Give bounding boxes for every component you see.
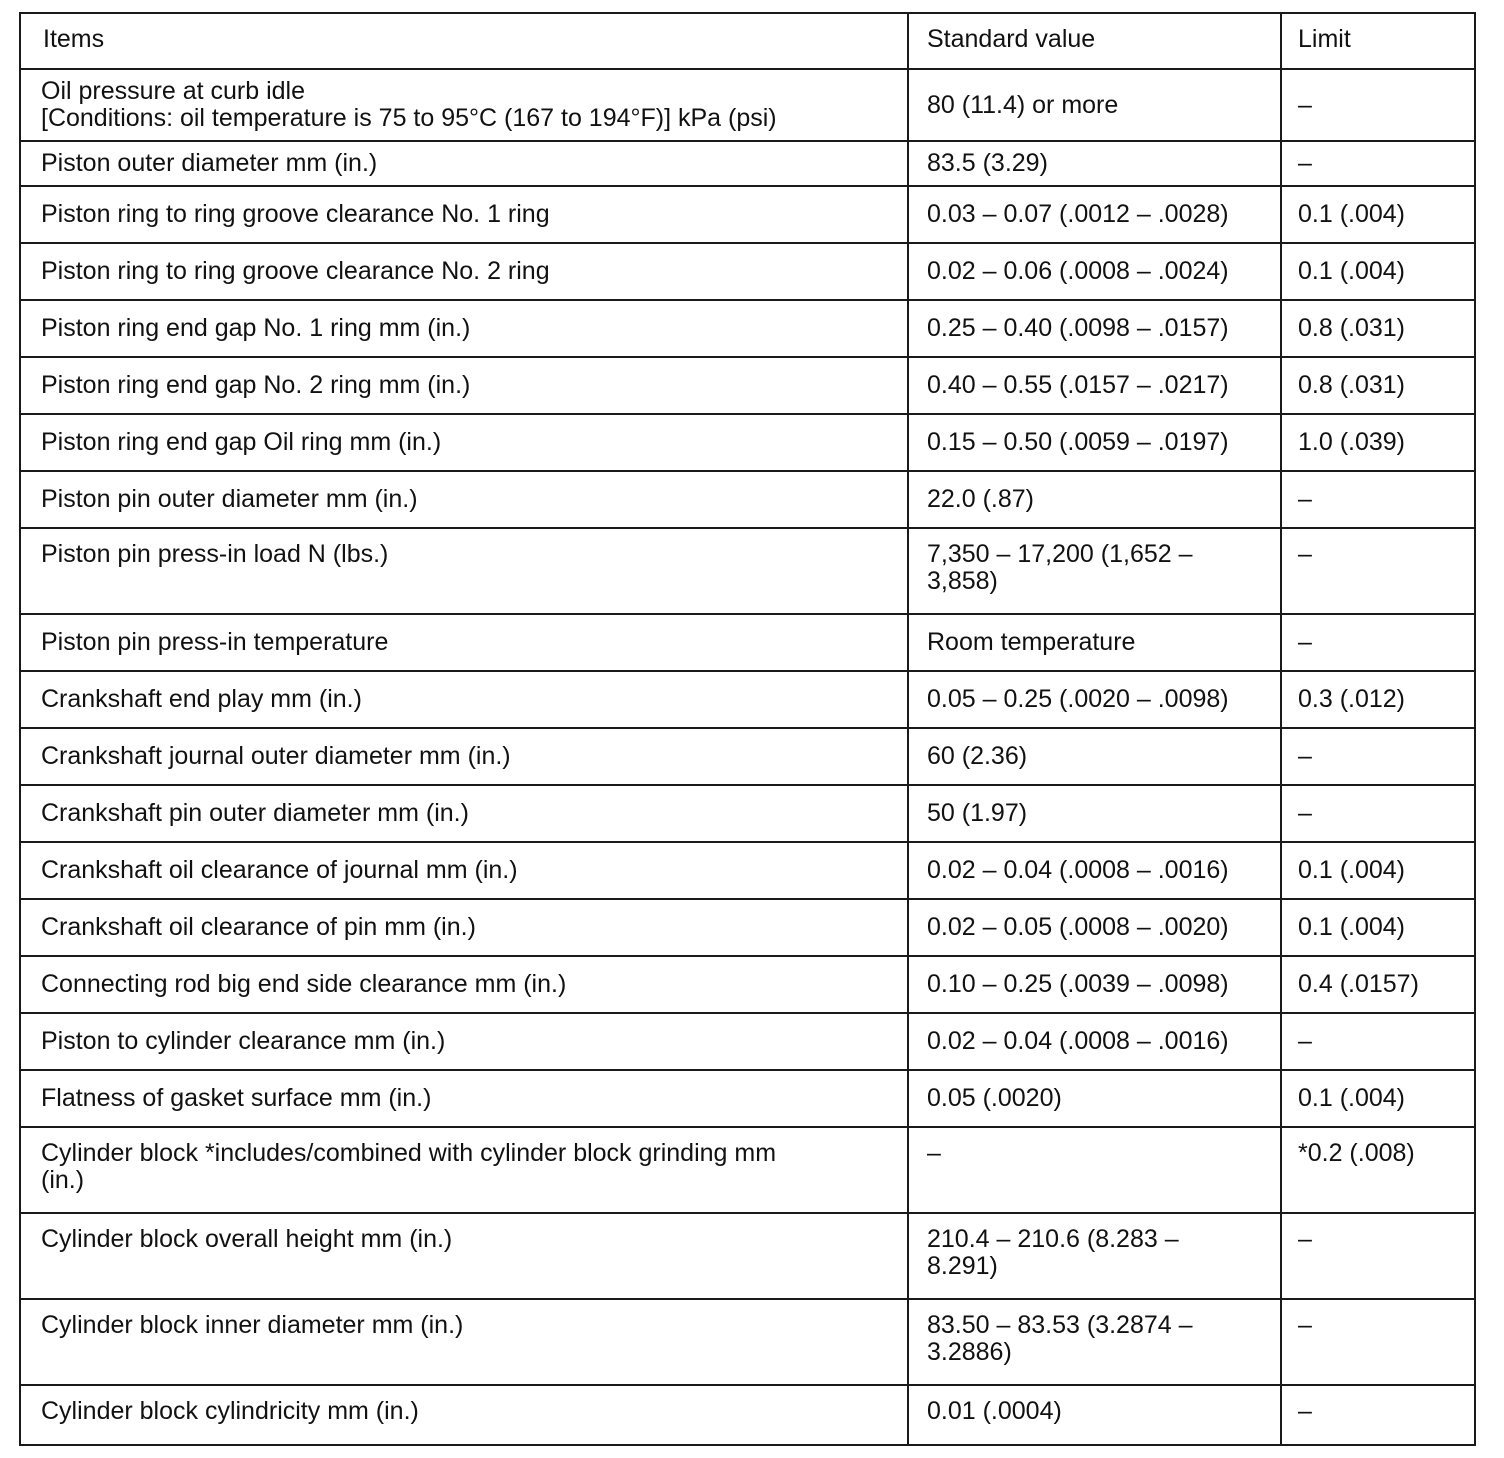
limit-cell: 0.8 (.031): [1281, 357, 1475, 414]
item-cell: Piston ring end gap Oil ring mm (in.): [20, 414, 908, 471]
limit-cell: –: [1281, 528, 1475, 614]
standard-value-text: 83.50 – 83.53 (3.2874 –: [927, 1311, 1193, 1339]
standard-value-cell: 0.05 (.0020): [908, 1070, 1281, 1127]
item-cell: Crankshaft journal outer diameter mm (in.): [20, 728, 908, 785]
standard-value-text-continued: 3.2886): [927, 1338, 1012, 1366]
limit-cell: 0.1 (.004): [1281, 842, 1475, 899]
item-cell: Piston pin outer diameter mm (in.): [20, 471, 908, 528]
table-row: [20, 671, 1475, 728]
limit-cell: –: [1281, 471, 1475, 528]
table-row: [20, 357, 1475, 414]
limit-cell: 0.1 (.004): [1281, 899, 1475, 956]
item-cell: Cylinder block overall height mm (in.): [20, 1213, 908, 1299]
table-row: [20, 728, 1475, 785]
item-cell: Flatness of gasket surface mm (in.): [20, 1070, 908, 1127]
header-standard-value: Standard value: [908, 13, 1281, 69]
limit-cell: 0.4 (.0157): [1281, 956, 1475, 1013]
item-cell: Piston outer diameter mm (in.): [20, 141, 908, 186]
table-row: [20, 414, 1475, 471]
item-cell: Piston pin press-in temperature: [20, 614, 908, 671]
limit-cell: –: [1281, 614, 1475, 671]
standard-value-cell: 0.02 – 0.04 (.0008 – .0016): [908, 1013, 1281, 1070]
table-row: [20, 1013, 1475, 1070]
limit-cell: –: [1281, 141, 1475, 186]
item-text: Cylinder block *includes/combined with cylinder block grinding mm: [41, 1139, 777, 1167]
standard-value-cell: 0.03 – 0.07 (.0012 – .0028): [908, 186, 1281, 243]
limit-cell: –: [1281, 1013, 1475, 1070]
limit-cell: *0.2 (.008): [1281, 1127, 1475, 1213]
limit-cell: 0.1 (.004): [1281, 1070, 1475, 1127]
standard-value-text-continued: 8.291): [927, 1252, 998, 1280]
specifications-table: [19, 12, 1476, 1446]
standard-value-cell: 0.02 – 0.06 (.0008 – .0024): [908, 243, 1281, 300]
standard-value-text: 7,350 – 17,200 (1,652 –: [927, 540, 1193, 568]
standard-value-cell: 22.0 (.87): [908, 471, 1281, 528]
standard-value-cell: [908, 528, 1281, 614]
table-row: [20, 1070, 1475, 1127]
standard-value-cell: 0.40 – 0.55 (.0157 – .0217): [908, 357, 1281, 414]
item-cell: Piston ring to ring groove clearance No. 2 ring: [20, 243, 908, 300]
item-cell: Crankshaft oil clearance of journal mm (in.): [20, 842, 908, 899]
standard-value-cell: 0.15 – 0.50 (.0059 – .0197): [908, 414, 1281, 471]
limit-cell: –: [1281, 69, 1475, 141]
standard-value-cell: –: [908, 1127, 1281, 1213]
table-row: [20, 243, 1475, 300]
table-row: [20, 1127, 1475, 1213]
standard-value-cell: 0.10 – 0.25 (.0039 – .0098): [908, 956, 1281, 1013]
table-row: [20, 1385, 1475, 1445]
limit-cell: 0.3 (.012): [1281, 671, 1475, 728]
standard-value-text-continued: 3,858): [927, 567, 998, 595]
standard-value-cell: 60 (2.36): [908, 728, 1281, 785]
header-limit: Limit: [1281, 13, 1475, 69]
standard-value-cell: 80 (11.4) or more: [908, 69, 1281, 141]
limit-cell: 1.0 (.039): [1281, 414, 1475, 471]
item-cell: Connecting rod big end side clearance mm (in.): [20, 956, 908, 1013]
standard-value-cell: 0.25 – 0.40 (.0098 – .0157): [908, 300, 1281, 357]
item-cell: Crankshaft oil clearance of pin mm (in.): [20, 899, 908, 956]
table-row: [20, 614, 1475, 671]
table-row: [20, 785, 1475, 842]
item-cell: [20, 1127, 908, 1213]
item-text: Oil pressure at curb idle: [41, 77, 306, 105]
item-text-continued: [Conditions: oil temperature is 75 to 95°C (167 to 194°F)] kPa (psi): [41, 104, 777, 132]
standard-value-text: 210.4 – 210.6 (8.283 –: [927, 1225, 1179, 1253]
table-row: [20, 842, 1475, 899]
standard-value-cell: 0.02 – 0.04 (.0008 – .0016): [908, 842, 1281, 899]
limit-cell: –: [1281, 1385, 1475, 1445]
item-cell: Piston pin press-in load N (lbs.): [20, 528, 908, 614]
standard-value-cell: 0.01 (.0004): [908, 1385, 1281, 1445]
limit-cell: –: [1281, 728, 1475, 785]
limit-cell: –: [1281, 1213, 1475, 1299]
item-cell: Crankshaft pin outer diameter mm (in.): [20, 785, 908, 842]
limit-cell: –: [1281, 1299, 1475, 1385]
item-cell: Crankshaft end play mm (in.): [20, 671, 908, 728]
header-row: [20, 13, 1475, 69]
limit-cell: 0.8 (.031): [1281, 300, 1475, 357]
limit-cell: 0.1 (.004): [1281, 186, 1475, 243]
table-row: [20, 1299, 1475, 1385]
standard-value-cell: 50 (1.97): [908, 785, 1281, 842]
standard-value-cell: [908, 1299, 1281, 1385]
item-cell: [20, 69, 908, 141]
item-cell: Cylinder block inner diameter mm (in.): [20, 1299, 908, 1385]
header-items: Items: [20, 13, 908, 69]
table-row: [20, 471, 1475, 528]
standard-value-cell: Room temperature: [908, 614, 1281, 671]
table-row: [20, 186, 1475, 243]
standard-value-cell: [908, 1213, 1281, 1299]
table-row: [20, 899, 1475, 956]
item-text-continued: (in.): [41, 1166, 85, 1194]
item-cell: Cylinder block cylindricity mm (in.): [20, 1385, 908, 1445]
standard-value-cell: 0.05 – 0.25 (.0020 – .0098): [908, 671, 1281, 728]
standard-value-cell: 83.5 (3.29): [908, 141, 1281, 186]
item-cell: Piston ring end gap No. 2 ring mm (in.): [20, 357, 908, 414]
table-row: [20, 141, 1475, 186]
standard-value-cell: 0.02 – 0.05 (.0008 – .0020): [908, 899, 1281, 956]
limit-cell: –: [1281, 785, 1475, 842]
table-row: [20, 69, 1475, 141]
item-cell: Piston ring to ring groove clearance No. 1 ring: [20, 186, 908, 243]
limit-cell: 0.1 (.004): [1281, 243, 1475, 300]
table-row: [20, 528, 1475, 614]
item-cell: Piston ring end gap No. 1 ring mm (in.): [20, 300, 908, 357]
table-row: [20, 1213, 1475, 1299]
item-cell: Piston to cylinder clearance mm (in.): [20, 1013, 908, 1070]
table-row: [20, 956, 1475, 1013]
table-row: [20, 300, 1475, 357]
